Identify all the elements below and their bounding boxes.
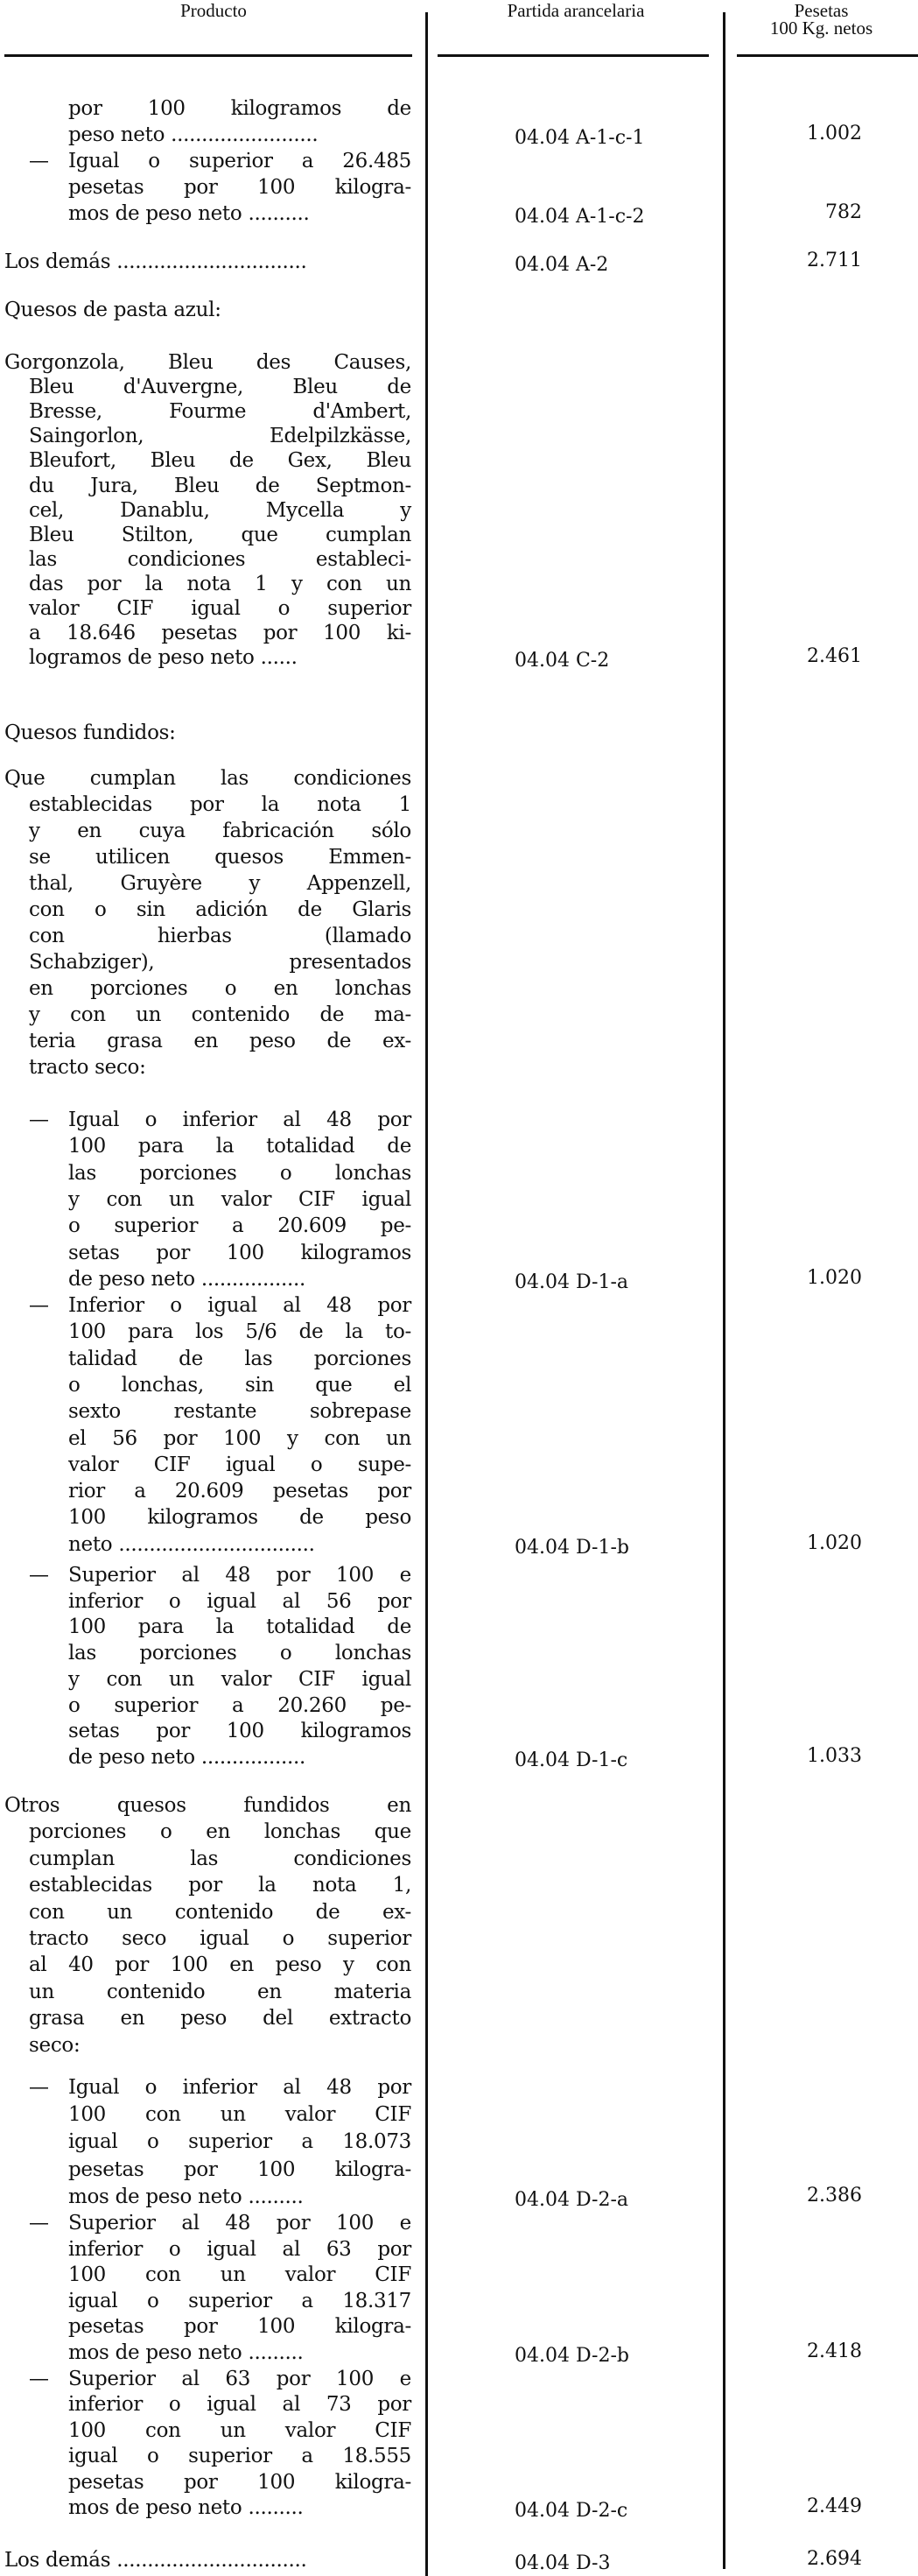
product-description-line: o superior a 20.609 pe- (68, 1214, 411, 1238)
product-description-line: las porciones o lonchas (68, 1161, 411, 1185)
product-description-line: teria grasa en peso de ex- (29, 1030, 411, 1052)
product-description-line: inferior o igual al 63 por (68, 2237, 411, 2261)
product-description-line: talidad de las porciones (68, 1347, 411, 1370)
product-description-line: igual o superior a 18.317 (68, 2289, 411, 2312)
tariff-code: 04.04 D-2-c (515, 2500, 628, 2522)
product-description-line: de peso neto ................. (68, 1745, 306, 1769)
pesetas-value: 2.418 (807, 2340, 862, 2362)
product-description-line: du Jura, Bleu de Septmon- (29, 474, 411, 497)
product-description-line: 100 para la totalidad de (68, 1135, 411, 1158)
pesetas-value: 1.033 (807, 1744, 862, 1767)
product-description-line: igual o superior a 18.555 (68, 2445, 411, 2468)
product-description-line: 100 con un valor CIF (68, 2418, 411, 2442)
product-description-line: 100 con un valor CIF (68, 2103, 411, 2127)
em-dash-bullet: — (29, 2076, 49, 2099)
product-description-line: tracto seco igual o superior (29, 1927, 411, 1950)
column-header-partida-arancelaria: Partida arancelaria (507, 0, 645, 21)
product-description-line: en porciones o en lonchas (29, 977, 411, 1000)
em-dash-bullet: — (29, 2368, 49, 2390)
product-description-line: las condiciones estableci- (29, 547, 411, 571)
product-description-line: 100 para los 5/6 de la to- (68, 1320, 411, 1344)
product-description-line: pesetas por 100 kilogra- (68, 2470, 411, 2494)
product-description-line: con hierbas (llamado (29, 925, 411, 947)
product-description-line: logramos de peso neto ...... (29, 646, 298, 670)
product-description-line: establecidas por la nota 1 (29, 793, 411, 816)
header-rule-partida (438, 54, 709, 57)
tariff-code: 04.04 D-1-b (515, 1536, 629, 1559)
pesetas-value: 1.020 (807, 1531, 862, 1554)
em-dash-bullet: — (29, 2212, 49, 2235)
product-description-line: con o sin adición de Glaris (29, 898, 411, 921)
tariff-code: 04.04 D-1-c (515, 1749, 628, 1771)
product-description-line: Bresse, Fourme d'Ambert, (29, 400, 411, 424)
product-description-line: Inferior o igual al 48 por (68, 1294, 411, 1317)
tariff-code: 04.04 D-3 (515, 2552, 611, 2574)
product-description-line: o superior a 20.260 pe- (68, 1693, 411, 1717)
product-description-line: setas por 100 kilogramos (68, 1241, 411, 1264)
product-description-line: Schabziger), presentados (29, 951, 411, 974)
product-description-line: pesetas por 100 kilogra- (68, 2157, 411, 2181)
product-description-line: mos de peso neto ......... (68, 2341, 304, 2364)
product-description-line: Superior al 48 por 100 e (68, 1564, 411, 1587)
product-description-line: con un contenido de ex- (29, 1900, 411, 1924)
product-description-line: setas por 100 kilogramos (68, 1720, 411, 1743)
product-description-line: Saingorlon, Edelpilzkässe, (29, 425, 411, 448)
product-description-line: las porciones o lonchas (68, 1642, 411, 1665)
product-description-line: neto ................................ (68, 1532, 315, 1556)
product-description-line: 100 con un valor CIF (68, 2263, 411, 2287)
column-header-pesetas-line1: Pesetas (794, 0, 849, 21)
product-description-line: igual o superior a 18.073 (68, 2130, 411, 2154)
pesetas-value: 1.002 (807, 123, 862, 144)
product-description-line: sexto restante sobrepase (68, 1400, 411, 1424)
header-rule-pesetas (737, 54, 918, 57)
section-heading: Quesos fundidos: (4, 721, 176, 744)
product-description-line: Superior al 63 por 100 e (68, 2368, 411, 2390)
product-description-line: mos de peso neto .......... (68, 202, 310, 225)
pesetas-value: 2.449 (807, 2495, 862, 2517)
tariff-code: 04.04 A-1-c-1 (515, 127, 645, 149)
pesetas-value: 2.694 (807, 2548, 862, 2570)
pesetas-value: 2.461 (807, 645, 862, 668)
product-description-line: de peso neto ................. (68, 1267, 306, 1291)
product-description-line: Igual o superior a 26.485 (68, 150, 411, 172)
product-description-line: y con un valor CIF igual (68, 1667, 411, 1691)
pesetas-value: 2.386 (807, 2184, 862, 2206)
product-description-line: grasa en peso del extracto (29, 2007, 411, 2031)
product-description-line: 100 kilogramos de peso (68, 1506, 411, 1530)
product-description-line: y con un contenido de ma- (29, 1003, 411, 1026)
product-description-line: y en cuya fabricación sólo (29, 820, 411, 842)
tariff-code: 04.04 A-1-c-2 (515, 206, 645, 228)
product-description-line: Otros quesos fundidos en (4, 1794, 411, 1817)
product-description-line: seco: (29, 2033, 81, 2057)
tariff-code: 04.04 D-2-a (515, 2188, 629, 2211)
product-description-line: Gorgonzola, Bleu des Causes, (4, 351, 411, 374)
product-description-line: inferior o igual al 56 por (68, 1589, 411, 1613)
product-description-line: a 18.646 pesetas por 100 ki- (29, 622, 411, 645)
product-description-line: pesetas por 100 kilogra- (68, 176, 411, 199)
product-description-line: inferior o igual al 73 por (68, 2393, 411, 2417)
column-header-pesetas-line2: 100 Kg. netos (769, 18, 873, 39)
column-divider-1 (425, 12, 428, 2576)
tariff-code: 04.04 D-1-a (515, 1270, 629, 1293)
product-description-line: 100 para la totalidad de (68, 1615, 411, 1639)
product-description-line: Igual o inferior al 48 por (68, 2076, 411, 2099)
product-description-line: rior a 20.609 pesetas por (68, 1480, 411, 1503)
product-description-line: Superior al 48 por 100 e (68, 2212, 411, 2235)
product-description-line: al 40 por 100 en peso y con (29, 1953, 411, 1977)
product-description-line: pesetas por 100 kilogra- (68, 2315, 411, 2339)
section-heading: Quesos de pasta azul: (4, 299, 221, 321)
product-description-line: cumplan las condiciones (29, 1847, 411, 1870)
product-description-line: thal, Gruyère y Appenzell, (29, 872, 411, 895)
column-divider-2 (723, 12, 725, 2569)
product-description-line: Bleufort, Bleu de Gex, Bleu (29, 449, 411, 473)
column-header-producto: Producto (180, 0, 247, 21)
header-rule-producto (4, 54, 412, 57)
product-description-line: mos de peso neto ......... (68, 2185, 304, 2208)
tariff-code: 04.04 D-2-b (515, 2345, 629, 2367)
product-description-line: Los demás ............................... (4, 2549, 307, 2572)
product-description-line: Igual o inferior al 48 por (68, 1109, 411, 1131)
product-description-line: y con un valor CIF igual (68, 1187, 411, 1211)
product-description-line: tracto seco: (29, 1056, 146, 1079)
product-description-line: porciones o en lonchas que (29, 1820, 411, 1844)
product-description-line: das por la nota 1 y con un (29, 572, 411, 595)
em-dash-bullet: — (29, 150, 49, 172)
em-dash-bullet: — (29, 1564, 49, 1587)
product-description-line: establecidas por la nota 1, (29, 1874, 411, 1897)
product-description-line: cel, Danablu, Mycella y (29, 498, 411, 522)
product-description-line: Los demás ............................... (4, 250, 307, 273)
em-dash-bullet: — (29, 1294, 49, 1317)
product-description-line: se utilicen quesos Emmen- (29, 846, 411, 869)
product-description-line: mos de peso neto ......... (68, 2496, 304, 2519)
product-description-line: valor CIF igual o superior (29, 597, 411, 620)
product-description-line: por 100 kilogramos de (68, 97, 411, 120)
product-description-line: un contenido en materia (29, 1980, 411, 2003)
pesetas-value: 2.711 (807, 250, 862, 271)
pesetas-value: 782 (825, 201, 862, 223)
tariff-code: 04.04 C-2 (515, 650, 610, 672)
product-description-line: Bleu Stilton, que cumplan (29, 523, 411, 546)
product-description-line: valor CIF igual o supe- (68, 1453, 411, 1476)
product-description-line: peso neto ........................ (68, 123, 319, 146)
product-description-line: el 56 por 100 y con un (68, 1426, 411, 1450)
product-description-line: Bleu d'Auvergne, Bleu de (29, 376, 411, 399)
tariff-code: 04.04 A-2 (515, 254, 609, 276)
column-header-pesetas (725, 2, 918, 37)
pesetas-value: 1.020 (807, 1266, 862, 1289)
em-dash-bullet: — (29, 1109, 49, 1131)
product-description-line: Que cumplan las condiciones (4, 767, 411, 790)
product-description-line: o lonchas, sin que el (68, 1373, 411, 1397)
